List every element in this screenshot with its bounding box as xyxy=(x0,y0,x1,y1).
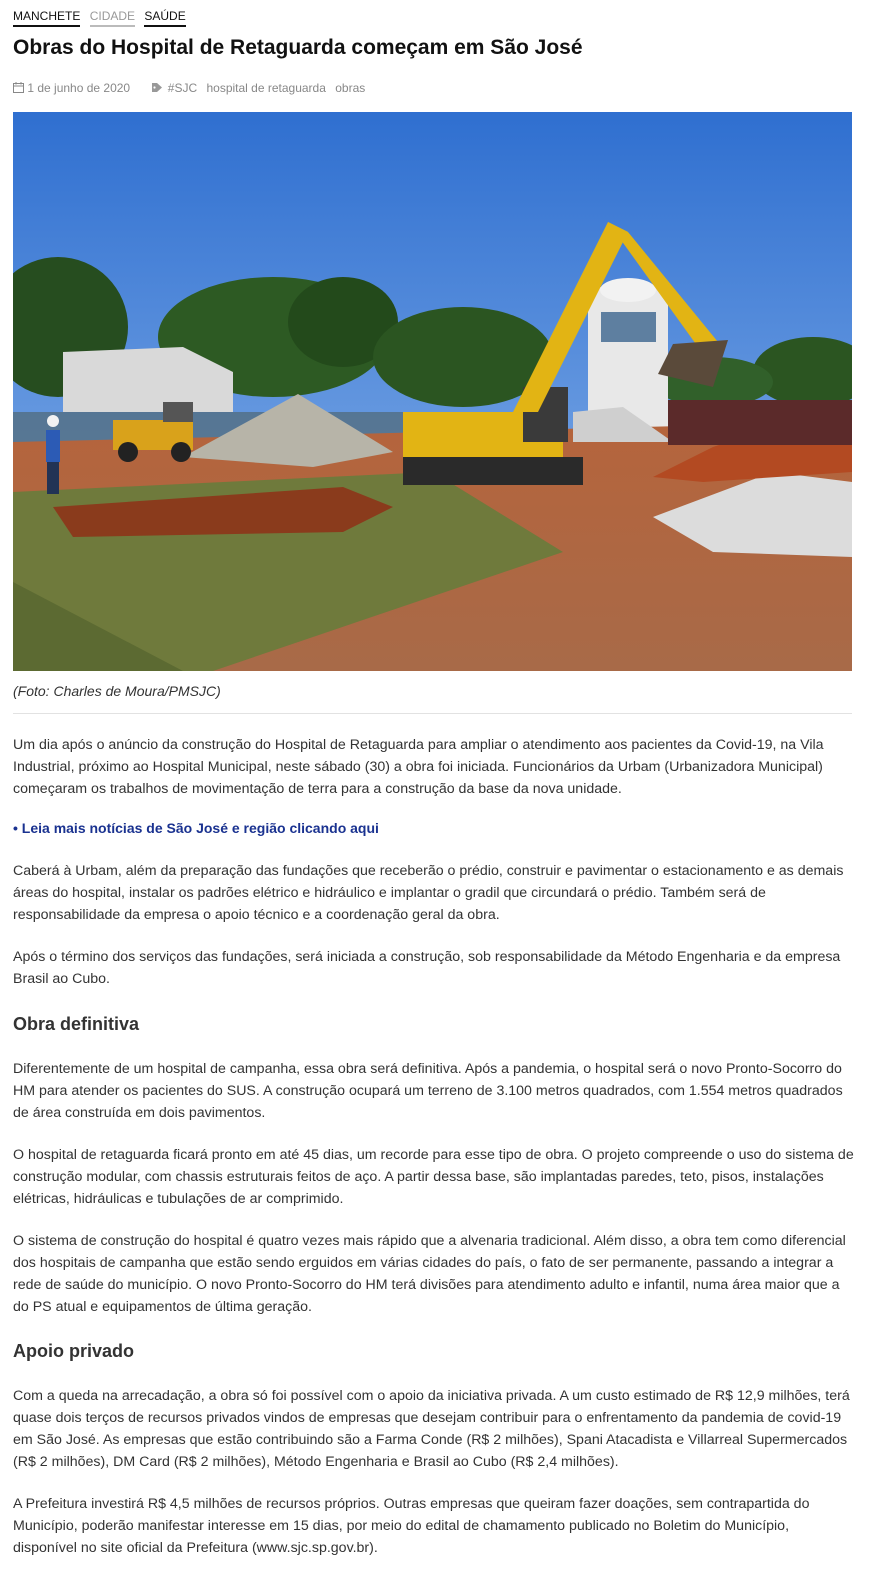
paragraph-3: Após o término dos serviços das fundações, será iniciada a construção, sob responsabilidade da Método Engenharia e da empresa Brasil ao Cubo. xyxy=(13,949,841,987)
paragraph-1: Um dia após o anúncio da construção do Hospital de Retaguarda para ampliar o atendimento aos pacientes da Covid-19, na Vila Industrial, próximo ao Hospital Municipal, neste sábado (30) a obra foi iniciada. Funcionários da Urbam (Urbanizadora Municipal) começaram os trabalhos de movimentação de terra para a construção da base da nova unidade. xyxy=(13,737,824,797)
category-list xyxy=(13,9,192,29)
paragraph-6: O sistema de construção do hospital é quatro vezes mais rápido que a alvenaria tradicional. Além disso, a obra tem como diferencial dos hospitais de campanha que estão sendo erguidos em várias cidades do país, o fato de ser permanente, passando a integrar a rede de saúde do município. O novo Pronto-Socorro do HM terá divisões para atendimento adulto e infantil, numa área maior que a do PS atual e equipamentos de última geração. xyxy=(13,1233,846,1315)
heading-obra-definitiva: Obra definitiva xyxy=(13,1014,140,1034)
paragraph-4: Diferentemente de um hospital de campanha, essa obra será definitiva. Após a pandemia, o hospital será o novo Pronto-Socorro do HM para atender os pacientes do SUS. A construção ocupará um terreno de 3.100 metros quadrados, com 1.554 metros quadrados de área construída em dois pavimentos. xyxy=(13,1061,843,1121)
article-photo xyxy=(13,112,852,671)
article-meta xyxy=(13,81,371,96)
heading-apoio-privado: Apoio privado xyxy=(13,1341,134,1361)
tag-obras[interactable]: obras xyxy=(335,81,366,95)
category-manchete[interactable]: MANCHETE xyxy=(13,9,80,27)
paragraph-5: O hospital de retaguarda ficará pronto em até 45 dias, um recorde para esse tipo de obra. O projeto compreende o uso do sistema de construção modular, com chassis estruturais feitos de aço. A partir dessa base, são implantadas paredes, teto, pisos, instalações elétricas, hidráulicas e tubulações de ar comprimido. xyxy=(13,1147,854,1207)
article-date: 1 de junho de 2020 xyxy=(27,81,131,95)
article-title: Obras do Hospital de Retaguarda começam em São José xyxy=(13,36,583,59)
read-more-link[interactable]: • Leia mais notícias de São José e região clicando aqui xyxy=(13,820,379,836)
category-saude[interactable]: SAÚDE xyxy=(144,9,185,27)
caption-divider xyxy=(13,713,852,714)
category-cidade[interactable]: CIDADE xyxy=(90,9,135,27)
calendar-icon xyxy=(13,82,24,96)
paragraph-7: Com a queda na arrecadação, a obra só foi possível com o apoio da iniciativa privada. A um custo estimado de R$ 12,9 milhões, terá quase dois terços de recursos privados vindos de empresas que desejam contribuir para o enfrentamento da pandemia de covid-19 em São José. As empresas que estão contribuindo são a Farma Conde (R$ 2 milhões), Spani Atacadista e Villarreal Supermercados (R$ 2 milhões), DM Card (R$ 2 milhões), Método Engenharia e Brasil ao Cubo (R$ 2,4 milhões). xyxy=(13,1388,850,1470)
photo-caption: (Foto: Charles de Moura/PMSJC) xyxy=(13,683,221,699)
tag-icon xyxy=(151,82,164,96)
paragraph-8: A Prefeitura investirá R$ 4,5 milhões de recursos próprios. Outras empresas que queiram fazer doações, sem contrapartida do Município, poderão manifestar interesse em 15 dias, por meio do edital de chamamento publicado no Boletim do Município, disponível no site oficial da Prefeitura (www.sjc.sp.gov.br). xyxy=(13,1496,810,1556)
paragraph-2: Caberá à Urbam, além da preparação das fundações que receberão o prédio, construir e pavimentar o estacionamento e as demais áreas do hospital, instalar os padrões elétrico e hidráulico e implantar o gradil que circundará o prédio. Também será de responsabilidade da empresa o apoio técnico e a coordenação geral da obra. xyxy=(13,863,844,923)
tag-hospital-de-retaguarda[interactable]: hospital de retaguarda xyxy=(206,81,326,95)
tag-sjc[interactable]: #SJC xyxy=(167,81,198,95)
